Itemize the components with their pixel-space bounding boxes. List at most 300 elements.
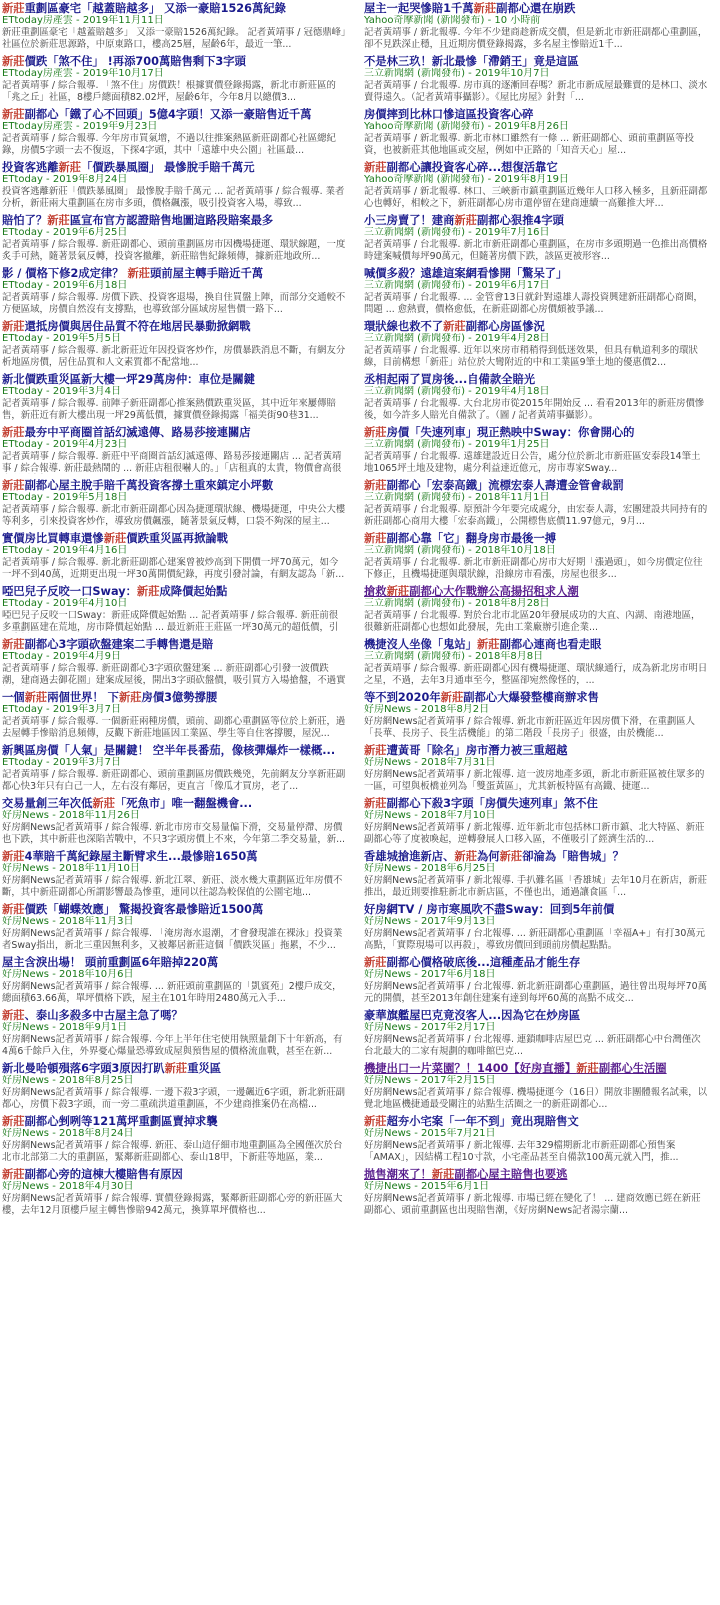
- result-source-date: [364, 598, 708, 610]
- result-source-date: [364, 333, 708, 345]
- result-snippet: 記者黃靖事 / 綜合報導. 房價下跌、投資客退場，換自住買盤上陣，而部分交通較不方便區域，房價自然沒有支撐點，也導致部分區域房屋售價一路下...: [2, 292, 346, 315]
- search-result: [364, 426, 708, 474]
- result-title-link[interactable]: 等不到2020年新莊副都心大爆發整樓商辦求售: [364, 691, 599, 704]
- meta-separator: -: [42, 280, 53, 291]
- search-result: [364, 956, 708, 1004]
- result-source: ETtoday: [2, 492, 43, 503]
- result-date: 2018年8月2日: [421, 704, 490, 715]
- meta-separator: -: [464, 227, 475, 238]
- result-source-date: [2, 651, 346, 663]
- meta-separator: -: [42, 545, 53, 556]
- result-date: 2019年4月23日: [52, 439, 128, 450]
- result-date: 2018年10月18日: [474, 545, 556, 556]
- result-title-link[interactable]: 新北曼哈頓殞落6字頭3原因打趴新莊重災區: [2, 1062, 222, 1075]
- result-snippet: 記者黃靖事 / 台北報導. 原預計今年要完成處分，由宏泰人壽，宏團建設共同持有的新莊副都心商用大樓「宏泰高鐵」，公開標售底價11.97億元，9月...: [364, 504, 708, 527]
- meta-separator: -: [49, 1181, 59, 1192]
- result-date: 2018年11月1日: [474, 492, 550, 503]
- result-snippet: 記者黃靖事 / 綜合報導. 新莊副都心、頭前重劃區房市因機場捷運、環狀線題，一度炙手可熱，隨著景氣反轉，投資客撤離，新莊賠售紀錄頻傳，據新莊地政所...: [2, 239, 346, 262]
- result-date: 2019年10月17日: [82, 68, 164, 79]
- result-date: 2019年11月11日: [82, 15, 164, 26]
- result-source: 好房News: [364, 916, 412, 927]
- result-source: 好房News: [364, 757, 412, 768]
- meta-separator: -: [464, 598, 475, 609]
- search-result: [364, 850, 708, 898]
- result-source-date: [2, 1075, 346, 1087]
- result-source: 三立新聞網 (新聞發布): [364, 386, 465, 397]
- result-snippet: 記者黃靖事 / 新北報導. 林口、三峽新市鎮重劃區近幾年人口移入極多，且新莊副都心也轉好，相較之下，新莊副都心房市還停留在建商連續一高難推大坪...: [364, 186, 708, 209]
- result-snippet: 記者黃靖事 / 新北報導. 今年不少建商趁新成交價，但是新北市新莊副都心重劃區，卻不見跌深止穩，且近期房價登錄揭露，多名屋主慘賠近1千...: [364, 27, 708, 50]
- result-title-link[interactable]: 新莊副都心剉咧等121萬坪重劃區賣掉求襲: [2, 1115, 218, 1128]
- result-date: 2019年3月4日: [52, 386, 122, 397]
- search-result: [364, 638, 708, 686]
- meta-separator: -: [464, 439, 475, 450]
- result-source-date: [2, 280, 346, 292]
- search-result: [364, 585, 708, 633]
- result-source-date: [364, 15, 708, 27]
- result-snippet: 記者黃靖事 / 綜合報導. 一個新莊兩種房價，頭前、副都心重劃區等位於上新莊，過去屋轉手慘賠消息頻傳，反觀下新莊地區因工業區、學生等自住客撐腰，屋況...: [2, 716, 346, 739]
- result-source-date: [364, 969, 708, 981]
- meta-separator: -: [464, 545, 475, 556]
- result-title-link[interactable]: 好房網TV / 房市寒風吹不盡Sway：回到5年前價: [364, 903, 615, 916]
- result-title-link[interactable]: 新莊、泰山多殺多中古屋主急了嗎？: [2, 1009, 183, 1022]
- result-source: ETtoday: [2, 439, 43, 450]
- result-date: 2019年3月7日: [52, 704, 122, 715]
- result-source-date: [364, 174, 708, 186]
- result-snippet: 記者黃靖事 / 綜合報導. 今年房市買氣增，不過以往推案熱區新莊副都心社區總紀錄，房價5字頭一去不復返，下探4字頭，其中「遠雄中央公園」社區最...: [2, 133, 336, 156]
- result-source: ETtoday: [2, 227, 43, 238]
- result-source: 好房News: [364, 704, 412, 715]
- result-snippet: 好房網News記者黃靖事 / 綜合報導. 實價登錄揭露，緊鄰新莊副都心旁的新莊區大樓，去年12月頂樓戶屋主轉售慘賠942萬元，換算單坪價格也...: [2, 1193, 343, 1216]
- result-snippet: 好房網News記者黃靖事 / 綜合報導. 機場捷運今（16日）開放非團體報名試乘，以覺北地區機捷通最受關注的站點生活圈之一的新莊副都心...: [364, 1087, 707, 1110]
- result-source-date: [364, 439, 708, 451]
- search-result: [2, 1115, 346, 1163]
- search-result: [364, 1009, 708, 1057]
- result-title-link[interactable]: 賠怕了？新莊區宣布官方認證賠售地圖這路段賠案最多: [2, 214, 274, 227]
- result-title-link[interactable]: 啞巴兒子反咬一口Sway：新莊成降價起始點: [2, 585, 228, 598]
- meta-separator: -: [411, 969, 421, 980]
- result-title-link[interactable]: 新莊副都心下殺3字頭「房價失速列車」煞不住: [364, 797, 598, 810]
- result-source-date: [2, 969, 346, 981]
- result-snippet: 好房網News記者黃靖事 / 綜合報導. 新北市房市交易量偏下滑，交易量停滯、房價也下跌，其中新莊也深陷苦戰中，不只3字頭房價上不來，今年第二季交易量，新...: [2, 822, 346, 845]
- result-source: 好房News: [364, 810, 412, 821]
- result-source-date: [2, 227, 346, 239]
- search-result: [2, 744, 346, 792]
- meta-separator: -: [49, 1075, 59, 1086]
- result-title-link[interactable]: 交易量創三年次低新莊「死魚市」唯一翻盤機會...: [2, 797, 253, 810]
- result-snippet: 好房網News記者黃靖事 / 綜合報導. 「淹房海水退潮，才會發現誰在裸泳」投資業者Sway指出，新北三重因無利多，又被鄰居新莊這個「價跌災區」拖累，不少...: [2, 928, 343, 951]
- result-title-link[interactable]: 房價摔到比林口慘這區投資客心碎: [364, 108, 534, 121]
- result-date: 2017年6月18日: [421, 969, 496, 980]
- result-title-link[interactable]: 新莊副都心讓投資客心碎...想復活靠它: [364, 161, 558, 174]
- result-source-date: [364, 916, 708, 928]
- result-title-link[interactable]: 機捷出口一片菜園？！1400【好房直播】新莊副都心生活圈: [364, 1062, 667, 1075]
- result-date: 2015年7月21日: [421, 1128, 496, 1139]
- search-result: [2, 426, 346, 474]
- result-snippet: 記者黃靖事 / 台北報導. 遠雄建設近日公告，處分位於新北市新莊區安泰段14筆土地1065坪土地及建物，處分利益達近億元，房市專家Sway...: [364, 451, 701, 474]
- result-source: 三立新聞網 (新聞發布): [364, 598, 465, 609]
- result-snippet: 記者黃靖事 / 綜合報導. 新莊副都心、頭前重劃區房價跌幾兇，先前網友分享新莊副都心快3年只有白己一人，左右沒有鄰居，更直言「像瓜才買房，老了...: [2, 769, 346, 792]
- search-result: [364, 161, 708, 209]
- result-source-date: [2, 1022, 346, 1034]
- result-source: 好房News: [2, 810, 50, 821]
- result-source: ETtoday: [2, 757, 43, 768]
- result-source: ETtoday: [2, 598, 43, 609]
- result-source-date: [2, 121, 346, 133]
- meta-separator: -: [49, 916, 59, 927]
- result-snippet: 好房網News記者黃靖事 / 新北報導. 去年329檔期新北市新莊副都心預售案「AMAX」，因結構工程10寸款，小宅產品甚至自備款100萬元就入門，推...: [364, 1140, 679, 1163]
- result-title-link[interactable]: 新莊重劃區豪宅「越蓋賠越多」 又添一豪賠1526萬紀錄: [2, 2, 286, 15]
- result-snippet: 投資客逃離新莊「價跌暴風圈」 最慘脫手賠千萬元 ... 記者黃靖事 / 綜合報導. 業者分析，新莊兩大重劃區在房市多頭，價格飆漲，吸引投資客入場，導致...: [2, 186, 345, 209]
- result-snippet: 好房網News記者黃靖事 / 綜合報導. 新北市新莊區近年因房價下滑，在重劃區人「長華、長房子、長生活機能」的第二階段「長房子」很盛，由於機能...: [364, 716, 696, 739]
- result-date: 2018年9月1日: [59, 1022, 128, 1033]
- result-source-date: [364, 1181, 708, 1193]
- result-source-date: [364, 121, 708, 133]
- result-source-date: [364, 492, 708, 504]
- result-snippet: 記者黃靖事 / 綜合報導. 新莊副都心因有機場捷運、環狀線通行，成為新北房市明日之星，不過，去年3月通車至今，整區卻宛然像怪的，...: [364, 663, 708, 686]
- results-column-right: [364, 2, 708, 1221]
- result-snippet: 好房網News記者黃靖事 / 新北報導. 手扒難名區「香雄城」去年10月在新店，新莊推出，最近則要推駐新北市新店區，不僅也出，通過讓食區「...: [364, 875, 707, 898]
- meta-separator: -: [72, 68, 83, 79]
- result-source-date: [364, 1022, 708, 1034]
- result-source: 三立新聞網 (新聞發布): [364, 227, 465, 238]
- result-date: 2019年6月18日: [52, 280, 128, 291]
- search-result: [2, 1168, 346, 1216]
- result-title-link[interactable]: 環狀線也救不了新莊副都心房區慘況: [364, 320, 545, 333]
- search-result: [364, 2, 708, 50]
- result-source-date: [2, 545, 346, 557]
- result-date: 2018年11月26日: [59, 810, 140, 821]
- result-snippet: 記者黃靖事 / 綜合報導. 新北新莊副都心建案曾被炒高到下開價一坪70萬元，如今一坪不到40萬，近期更出現一坪30萬開價紀錄，再度引發討論，有網友認為「新...: [2, 557, 345, 580]
- result-date: 2019年4月18日: [474, 386, 550, 397]
- result-date: 2019年8月24日: [52, 174, 128, 185]
- result-title-link[interactable]: 小三房賣了！建商新莊副都心狠推4字頭: [364, 214, 564, 227]
- meta-separator: -: [411, 757, 421, 768]
- result-source-date: [2, 439, 346, 451]
- result-source: 好房News: [364, 1128, 412, 1139]
- result-snippet: 新莊重劃區豪宅「越蓋賠越多」 又添一豪賠1526萬紀錄。 記者黃靖事 / 冠德鼎峰」社區位於新莊思源路，中原東路口，樓高25層，屋齡6年，最近一筆...: [2, 27, 346, 50]
- result-source-date: [2, 68, 346, 80]
- result-source-date: [2, 598, 346, 610]
- search-result: [2, 797, 346, 845]
- meta-separator: -: [49, 1128, 59, 1139]
- result-source-date: [2, 386, 346, 398]
- result-source-date: [364, 651, 708, 663]
- search-result: [2, 1009, 346, 1057]
- result-source-date: [2, 15, 346, 27]
- results-column-left: [2, 2, 346, 1221]
- search-result: [2, 691, 346, 739]
- result-title-link[interactable]: 新莊副都心價格破底後...這種產品才能生存: [364, 956, 581, 969]
- result-title-link[interactable]: 新莊副都心「宏泰高鐵」流標宏泰人壽遭金管會裁罰: [364, 479, 624, 492]
- result-date: 2019年4月16日: [52, 545, 128, 556]
- result-snippet: 好房網News記者黃靖事 / 新北報導. 近年新北市包括林口新市鎮、北大特區、新莊副都心等了度被喚起，逆轉發展人口移入區，不僅吸引了經濟生活的...: [364, 822, 705, 845]
- result-source: Yahoo奇摩新聞 (新聞發布): [364, 174, 485, 185]
- result-source-date: [2, 1181, 346, 1193]
- result-source-date: [2, 916, 346, 928]
- result-date: 2019年10月7日: [474, 68, 550, 79]
- result-title-link[interactable]: 喊價多殺？遠雄這案網看慘開「驚呆了」: [364, 267, 568, 280]
- search-result: [364, 108, 708, 156]
- result-date: 2017年9月13日: [421, 916, 496, 927]
- result-source-date: [364, 545, 708, 557]
- result-source: ETtoday: [2, 386, 43, 397]
- meta-separator: -: [484, 15, 495, 26]
- result-date: 2018年7月31日: [421, 757, 496, 768]
- search-result: [2, 320, 346, 368]
- result-date: 2018年8月24日: [59, 1128, 134, 1139]
- meta-separator: -: [42, 704, 53, 715]
- result-title-link[interactable]: 新莊副都心3字頭砍盤建案二手轉售還是賠: [2, 638, 214, 651]
- meta-separator: -: [464, 492, 475, 503]
- result-title-link[interactable]: 丞相起兩了買房後...自備款全賠光: [364, 373, 536, 386]
- result-title-link[interactable]: 新莊價跌「煞不住」 !再添700萬賠售剩下3字頭: [2, 55, 246, 68]
- result-source-date: [364, 863, 708, 875]
- result-title-link[interactable]: 新莊4華賠千萬紀錄屋主斷臂求生...最慘賠1650萬: [2, 850, 258, 863]
- result-title-link[interactable]: 新莊房價「失速列車」現正熱映中Sway：你會開心的: [364, 426, 635, 439]
- result-date: 2017年2月17日: [421, 1022, 496, 1033]
- result-snippet: 好房網News記者黃靖事 / 新北報導. 這一波房地產多頭，新北市新莊區被住眾多的一區，可望與板橋並列為「雙蛋黃區」，尤其新板特區有高鐵、捷運...: [364, 769, 705, 792]
- result-title-link[interactable]: 新莊副都心旁的這棟大樓賠售有原因: [2, 1168, 183, 1181]
- search-result: [364, 320, 708, 368]
- result-source: 好房News: [364, 1181, 412, 1192]
- meta-separator: -: [42, 439, 53, 450]
- result-title-link[interactable]: 新莊超夯小宅案「一年不到」竟出現賠售文: [364, 1115, 579, 1128]
- result-source: 好房News: [2, 916, 50, 927]
- result-date: 2019年8月19日: [494, 174, 569, 185]
- result-source-date: [2, 757, 346, 769]
- result-source: Yahoo奇摩新聞 (新聞發布): [364, 121, 485, 132]
- result-snippet: 好房網News記者黃靖事 / 綜合報導. 新莊、泰山這仔細市地重劃區為全國僅次於台北市北部第二大的重劃區，緊鄰新莊副都心、泰山18甲，下新莊等地區，業...: [2, 1140, 343, 1163]
- search-result: [364, 691, 708, 739]
- result-title-link[interactable]: 一個新莊兩個世界！ 下新莊房價3億勢撐腰: [2, 691, 218, 704]
- meta-separator: -: [49, 863, 59, 874]
- result-source: 三立新聞網 (新聞發布): [364, 333, 465, 344]
- search-result: [364, 797, 708, 845]
- meta-separator: -: [72, 15, 83, 26]
- meta-separator: -: [411, 1075, 421, 1086]
- result-title-link[interactable]: 新莊還抵房價與居住品質不符在地居民暴動掀網戰: [2, 320, 251, 333]
- result-source-date: [364, 704, 708, 716]
- search-result: [2, 479, 346, 527]
- meta-separator: -: [42, 492, 53, 503]
- result-title-link[interactable]: 屋主含淚出場！ 頭前重劃區6年賠掉220萬: [2, 956, 219, 969]
- result-date: 2017年2月15日: [421, 1075, 496, 1086]
- search-result: [2, 373, 346, 421]
- result-snippet: 記者黃靖事 / 新北報導. 新北市林口雖然有一條 ... 新莊副都心、頭前重劃區等投資，也被新莊其他地區或交屋，例如中正路的「知音天心」屋...: [364, 133, 694, 156]
- result-source: ETtoday: [2, 704, 43, 715]
- result-source: 好房News: [364, 1075, 412, 1086]
- result-source: Yahoo奇摩新聞 (新聞發布): [364, 15, 485, 26]
- meta-separator: -: [42, 757, 53, 768]
- result-date: 2018年11月3日: [59, 916, 134, 927]
- result-date: 2019年4月10日: [52, 598, 128, 609]
- result-date: 2019年3月7日: [52, 757, 122, 768]
- search-result: [364, 214, 708, 262]
- result-date: 2015年6月1日: [421, 1181, 490, 1192]
- result-title-link[interactable]: 搶救新莊副都心大作戰辦公高揚招租求人潮: [364, 585, 579, 598]
- result-source: 好房News: [2, 1022, 50, 1033]
- meta-separator: -: [411, 1128, 421, 1139]
- meta-separator: -: [411, 1181, 421, 1192]
- result-source-date: [364, 757, 708, 769]
- search-result: [364, 903, 708, 951]
- result-source-date: [364, 68, 708, 80]
- meta-separator: -: [49, 1022, 59, 1033]
- result-source: 三立新聞網 (新聞發布): [364, 280, 465, 291]
- result-snippet: 好房網News記者黃靖事 / 綜合報導. 新北江翠、新莊、淡水幾大重劃區近年房價不斷，其中新莊副都心所謂影響最為慘重，連同以往認為較保值的公園宅地...: [2, 875, 343, 898]
- result-title-link[interactable]: 豪華旗艦屋巴克竟沒客人...因為它在炒房區: [364, 1009, 581, 1022]
- result-snippet: 記者黃靖事 / 綜合報導. 前陣子新莊副都心推案熱價跌重災區，其中近年來屢傳賠售，新莊近有新大樓出現一坪29萬低價，據實價登錄揭露「福美街90巷31...: [2, 398, 336, 421]
- result-title-link[interactable]: 機捷沒人坐像「鬼站」新莊副都心連商也看走眼: [364, 638, 602, 651]
- result-snippet: 記者黃靖事 / 綜合報導. 新北新莊近年因投資客炒作，房價暴跌消息不斷，有網友分析地區房價，居住品質和人文素質都不配當地...: [2, 345, 346, 368]
- result-source-date: [364, 280, 708, 292]
- result-source: 好房News: [2, 863, 50, 874]
- result-date: 2019年4月9日: [52, 651, 122, 662]
- result-source-date: [2, 174, 346, 186]
- result-date: 2019年5月5日: [52, 333, 122, 344]
- meta-separator: -: [464, 280, 475, 291]
- meta-separator: -: [42, 598, 53, 609]
- search-result: [2, 532, 346, 580]
- result-title-link[interactable]: 新莊價跌「蝴蝶效應」 驚揭投資客最慘賠近1500萬: [2, 903, 264, 916]
- meta-separator: -: [464, 651, 475, 662]
- result-date: 2019年8月26日: [494, 121, 569, 132]
- result-snippet: 記者黃靖事 / 台北報導. 新北市新莊副都心房市大好期「漲過頭」，如今房價定位往下修正，且機場捷運與環狀線，沿線房市看漲，房屋也很多...: [364, 557, 703, 580]
- search-result: [2, 2, 346, 50]
- result-snippet: 好房網News記者黃靖事 / 綜合報導. 今年上半年住宅使用執照量創下十年新高，有4萬6千餘戶入住，外界憂心爆量恐導致成屋與預售屋的價格流血戰，甚至在新...: [2, 1034, 343, 1057]
- result-source-date: [364, 227, 708, 239]
- meta-separator: -: [484, 174, 495, 185]
- result-source: ETtoday: [2, 651, 43, 662]
- result-source-date: [364, 810, 708, 822]
- result-title-link[interactable]: 投資客逃離新莊「價跌暴風圈」 最慘脫手賠千萬元: [2, 161, 255, 174]
- meta-separator: -: [72, 121, 83, 132]
- meta-separator: -: [464, 68, 475, 79]
- result-snippet: 記者黃靖事 / 台北報導. ... 金管會13日就針對遠雄人壽投資興建新莊副都心商圈，問題 ... 愈熱賣，價格愈低，在新莊副都心房價頗被爭議...: [364, 292, 703, 315]
- search-result: [2, 108, 346, 156]
- search-result: [2, 1062, 346, 1110]
- result-source: ETtoday: [2, 280, 43, 291]
- result-title-link[interactable]: 拋售潮來了！新莊副都心屋主賠售也要逃: [364, 1168, 568, 1181]
- search-result: [364, 55, 708, 103]
- result-snippet: 好房網News記者黃靖事 / 台北報導. 連鎖咖啡店屋巴克 ... 新莊副都心中台灣僅次台北最大的二家有規劃的咖啡館巴克...: [364, 1034, 701, 1057]
- meta-separator: -: [411, 1022, 421, 1033]
- result-date: 2019年4月28日: [474, 333, 550, 344]
- meta-separator: -: [484, 121, 495, 132]
- result-snippet: 記者黃靖事 / 台北報導. 新北市新莊副都心重劃區，在房市多頭期過一色推出高價格時建案喊價每坪90萬元，但隨著房價下跌，該區更被形容...: [364, 239, 708, 262]
- result-source-date: [2, 333, 346, 345]
- result-source: 三立新聞網 (新聞發布): [364, 68, 465, 79]
- meta-separator: -: [464, 386, 475, 397]
- meta-separator: -: [49, 969, 59, 980]
- search-result: [2, 55, 346, 103]
- meta-separator: -: [464, 333, 475, 344]
- result-source: ETtoday: [2, 545, 43, 556]
- result-date: 2019年6月17日: [474, 280, 550, 291]
- result-source-date: [2, 810, 346, 822]
- result-date: 10 小時前: [494, 15, 541, 26]
- result-title-link[interactable]: 新莊最夯中平商圈首話幻滅遠傳、路易莎接連關店: [2, 426, 251, 439]
- result-snippet: 好房網News記者黃靖事 / 綜合報導. 一邊下殺3字頭，一邊飆近6字頭，新北新莊副都心，房價下殺3字頭，而一旁二重疏洪道重劃區，不少建商推案仍在高檔...: [2, 1087, 345, 1110]
- meta-separator: -: [411, 810, 421, 821]
- result-date: 2019年7月16日: [474, 227, 550, 238]
- result-date: 2019年9月23日: [82, 121, 158, 132]
- result-date: 2018年6月25日: [421, 863, 496, 874]
- meta-separator: -: [49, 810, 59, 821]
- search-result: [2, 161, 346, 209]
- result-title-link[interactable]: 影 / 價格下修2成定律？ 新莊頭前屋主轉手賠近千萬: [2, 267, 264, 280]
- result-source: 三立新聞網 (新聞發布): [364, 651, 465, 662]
- result-title-link[interactable]: 新北價跌重災區新大樓一坪29萬房仲：車位是關鍵: [2, 373, 255, 386]
- result-source: 好房News: [2, 1181, 50, 1192]
- result-title-link[interactable]: 新莊副都心靠「它」翻身房市最後一搏: [364, 532, 557, 545]
- result-source: 好房News: [364, 1022, 412, 1033]
- result-snippet: 記者黃靖事 / 台北報導. 房市真的逐漸回春嗎？新北市新成屋最難賣的是林口、淡水賣得遠久。（記者黃靖事攝影）。《屋比房屋》針對「...: [364, 80, 708, 103]
- result-snippet: 記者黃靖事 / 台北報導. 大台北房市從2015年開始反 ... 看看2013年的新莊房價慘後，如今許多人賠光自備款了。（圖 / 記者黃靖事攝影）。: [364, 398, 705, 421]
- meta-separator: -: [42, 227, 53, 238]
- search-result: [2, 638, 346, 686]
- search-result: [2, 214, 346, 262]
- search-result: [364, 1168, 708, 1216]
- search-result: [2, 267, 346, 315]
- search-result: [364, 1062, 708, 1110]
- result-source: 三立新聞網 (新聞發布): [364, 439, 465, 450]
- result-date: 2018年8月8日: [474, 651, 544, 662]
- result-source-date: [2, 1128, 346, 1140]
- result-title-link[interactable]: 新莊副都心屋主脫手賠千萬投資客撐土重來鎮定小坪數: [2, 479, 274, 492]
- result-date: 2018年8月25日: [59, 1075, 134, 1086]
- meta-separator: -: [411, 863, 421, 874]
- search-result: [2, 585, 346, 633]
- result-source-date: [2, 492, 346, 504]
- result-source: 好房News: [364, 969, 412, 980]
- search-result: [364, 1115, 708, 1163]
- result-title-link[interactable]: 新莊副都心「鐵了心不回頭」5億4字頭！又添一豪賠售近千萬: [2, 108, 312, 121]
- result-source: ETtoday房產雲: [2, 15, 73, 26]
- result-snippet: 記者黃靖事 / 綜合報導. 「煞不住」房價跌！根據實價登錄揭露，新北市新莊區的「兆之丘」社區，8樓戶總面積82.02坪，屋齡6年，今年8月以總價3...: [2, 80, 336, 103]
- result-source: ETtoday: [2, 174, 43, 185]
- result-source: 好房News: [364, 863, 412, 874]
- result-title-link[interactable]: 新莊遭黃哥「除名」房市潛力被三重超越: [364, 744, 568, 757]
- search-result: [2, 903, 346, 951]
- result-source-date: [364, 386, 708, 398]
- meta-separator: -: [42, 333, 53, 344]
- result-source: ETtoday房產雲: [2, 121, 73, 132]
- meta-separator: -: [411, 704, 421, 715]
- result-date: 2019年6月25日: [52, 227, 128, 238]
- result-title-link[interactable]: 實價房比買轉車還慘新莊價跌重災區再掀論戰: [2, 532, 228, 545]
- result-source: ETtoday房產雲: [2, 68, 73, 79]
- result-snippet: 記者黃靖事 / 台北報導. 對於台北市北區20年發展成功的大直、內湖、南港地區，很難新莊副都心也想如此發展，先由工業廠辦引進企業...: [364, 610, 701, 633]
- meta-separator: -: [42, 651, 53, 662]
- result-source: ETtoday: [2, 333, 43, 344]
- result-snippet: 啞巴兒子反咬一口Sway：新莊成降價起始點 ... 記者黃靖事 / 綜合報導. 新莊前很多重劃區建在荒地，房市降價起始點 ... 最近新莊王莊區一坪30萬元的超低價，引: [2, 610, 339, 633]
- result-source: 好房News: [2, 1075, 50, 1086]
- meta-separator: -: [411, 916, 421, 927]
- search-result: [2, 956, 346, 1004]
- search-result: [364, 373, 708, 421]
- result-title-link[interactable]: 新興區房價「人氣」是關鍵！ 空半年長番茄，像核彈爆炸一樣概...: [2, 744, 336, 757]
- search-result: [364, 479, 708, 527]
- result-snippet: 好房網News記者黃靖事 / 台北報導. ... 新莊副都心重劃區「幸福A+」有打30萬元高點，「實際現場可以再殺」，導致房價回到頭前房價起點點。: [364, 928, 706, 951]
- result-title-link[interactable]: 香雄城搶進新店、新莊為何新莊卻淪為「賠售城」？: [364, 850, 624, 863]
- result-snippet: 記者黃靖事 / 綜合報導. 新莊副都心3字頭砍盤建案 ... 新莊副都心引發一波價跌潮，建商過去御花園」建案成屋後，開出3字頭砍盤價，吸引買方入場搶盤，不過實: [2, 663, 346, 686]
- result-title-link[interactable]: 不是林三玖！新北最慘「滯銷王」竟是這區: [364, 55, 579, 68]
- result-source: 好房News: [2, 1128, 50, 1139]
- result-source: 三立新聞網 (新聞發布): [364, 492, 465, 503]
- result-snippet: 記者黃靖事 / 綜合報導. 新莊中平商圈首話幻滅遠傳、路易莎接連關店 ... 記者黃靖事 / 綜合報導. 新莊最熱鬧的 ... 新莊店租很嚇人的。」「店租真的太貴，物價會高很: [2, 451, 342, 474]
- result-title-link[interactable]: 屋主一起哭慘賠1千萬新莊副都心還在崩跌: [364, 2, 576, 15]
